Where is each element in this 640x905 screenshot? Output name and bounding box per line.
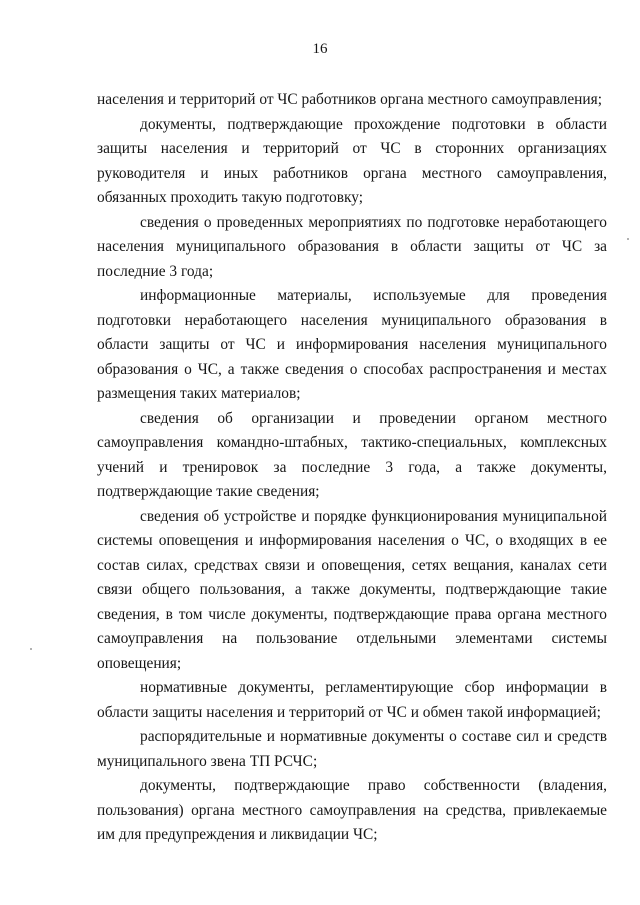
- page-number: 16: [312, 41, 328, 57]
- paragraph-warning-system: сведения об устройстве и порядке функционирования муниципальной системы оповещения и информирования населения о ЧС, о входящих в ее состав силах, средствах связи и оповещения, сетях вещания, каналах сети связи общего пользования, а также документы, подтверждающие такие сведения, в том числе документы, подтверждающие права органа местного самоуправления на пользование отдельными элементами системы оповещения;: [97, 507, 607, 672]
- paragraph-forces-composition: распорядительные и нормативные документы о составе сил и средств муниципального звена ТП РСЧС;: [97, 728, 607, 770]
- paragraph-regulatory-documents: нормативные документы, регламентирующие сбор информации в области защиты населения и территорий от ЧС и обмен такой информацией;: [97, 679, 607, 721]
- scan-speck: [627, 238, 629, 240]
- paragraph-training-documents: документы, подтверждающие прохождение подготовки в области защиты населения и территорий от ЧС в сторонних организациях руководителя и иных работников органа местного самоуправления, обязанных проходить такую подготовку;: [97, 115, 607, 206]
- paragraph-continuation: населения и территорий от ЧС работников органа местного самоуправления;: [97, 91, 602, 108]
- paragraph-ownership-documents: документы, подтверждающие право собственности (владения, пользования) органа местного самоуправления на средства, привлекаемые им для предупреждения и ликвидации ЧС;: [97, 777, 607, 843]
- scan-speck: [30, 648, 32, 650]
- document-body: [97, 88, 607, 848]
- paragraph-training-activities: сведения о проведенных мероприятиях по подготовке неработающего населения муниципального образования в области защиты от ЧС за последние 3 года;: [97, 213, 607, 280]
- paragraph-exercises: сведения об организации и проведении органом местного самоуправления командно-штабных, тактико-специальных, комплексных учений и тренировок за последние 3 года, а также документы, подтверждающие такие сведения;: [97, 409, 607, 500]
- paragraph-information-materials: информационные материалы, используемые для проведения подготовки неработающего населения муниципального образования в области защиты от ЧС и информирования населения муниципального образования о ЧС, а также сведения о способах распространения и местах размещения таких материалов;: [97, 287, 607, 402]
